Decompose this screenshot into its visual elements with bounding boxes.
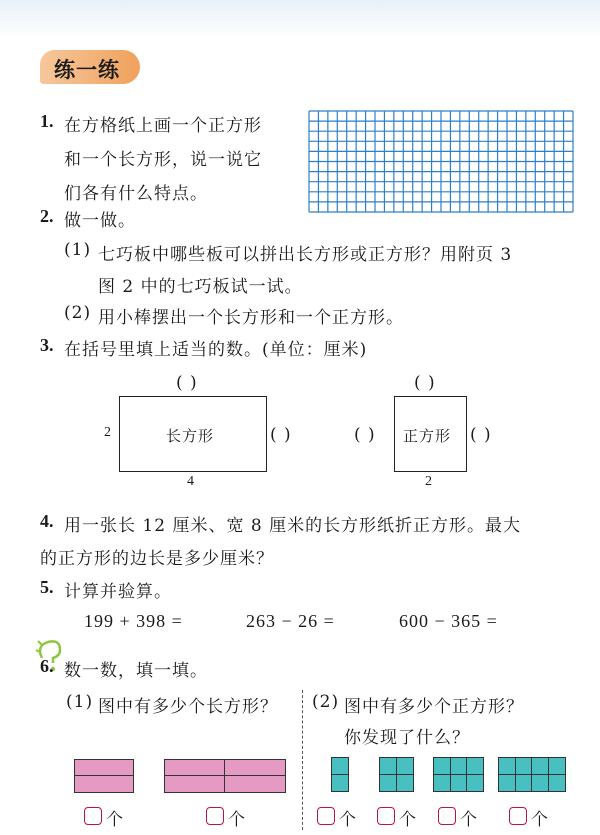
unit-label-3: 个	[339, 810, 356, 830]
q3-number: 3.	[40, 335, 54, 355]
q5-number: 5.	[40, 577, 54, 597]
rectangle-label: 长方形	[166, 427, 215, 445]
pink-rect-a-bottom	[74, 775, 134, 793]
q3-title: 在括号里填上适当的数。(单位：厘米)	[64, 340, 368, 360]
q2-sub2-label: (2)	[64, 303, 92, 323]
teal-square-cell	[450, 757, 468, 775]
q6-part1-label: (1)	[66, 692, 94, 712]
pink-rect-b-4	[224, 775, 286, 793]
q4-line1: 用一张长 12 厘米、宽 8 厘米的长方形纸折正方形。最大	[64, 516, 522, 536]
teal-square-cell	[450, 774, 468, 792]
square-label: 正方形	[403, 427, 452, 445]
q1-number: 1.	[40, 111, 54, 131]
q6-part1-text: 图中有多少个长方形？	[98, 697, 278, 717]
teal-square-cell	[331, 757, 349, 775]
teal-square-cell	[466, 774, 484, 792]
teal-square-cell	[396, 774, 414, 792]
square-right-blank[interactable]: ( )	[470, 425, 492, 445]
unit-label-5: 个	[460, 810, 477, 830]
rect-right-blank[interactable]: ( )	[270, 425, 292, 445]
teal-square-cell	[396, 757, 414, 775]
teal-square-cell	[548, 757, 566, 775]
divider	[302, 690, 303, 830]
grid-paper	[308, 110, 574, 213]
unit-label-4: 个	[399, 810, 416, 830]
answer-box-1[interactable]	[84, 807, 102, 825]
q6-part2-text: 图中有多少个正方形？	[344, 697, 524, 717]
q5-expr-3: 600 − 365 =	[399, 611, 498, 631]
teal-square-cell	[531, 757, 549, 775]
unit-label-1: 个	[106, 810, 123, 830]
q1-line1: 在方格纸上画一个正方形	[64, 116, 262, 136]
section-title: 练一练	[54, 58, 120, 82]
unit-label-6: 个	[531, 810, 548, 830]
rect-bottom-length: 4	[187, 474, 194, 489]
teal-square-cell	[466, 757, 484, 775]
answer-box-5[interactable]	[438, 807, 456, 825]
q5-title: 计算并验算。	[64, 582, 172, 602]
q2-sub1-line1: 七巧板中哪些板可以拼出长方形或正方形？用附页 3	[98, 245, 513, 265]
answer-box-6[interactable]	[509, 807, 527, 825]
q5-expr-2: 263 − 26 =	[246, 611, 335, 631]
q2-sub1-label: (1)	[64, 240, 92, 260]
q1-line3: 们各有什么特点。	[64, 184, 208, 204]
q2-number: 2.	[40, 206, 54, 226]
teal-square-cell	[515, 774, 533, 792]
q2-sub1-line2: 图 2 中的七巧板试一试。	[98, 277, 303, 297]
q6-part2-sub: 你发现了什么？	[344, 728, 470, 748]
q2-title: 做一做。	[64, 211, 136, 231]
teal-square-cell	[379, 774, 397, 792]
teal-square-cell	[515, 757, 533, 775]
q2-sub2-text: 用小棒摆出一个长方形和一个正方形。	[98, 308, 404, 328]
answer-box-2[interactable]	[206, 807, 224, 825]
unit-label-2: 个	[228, 810, 245, 830]
answer-box-4[interactable]	[377, 807, 395, 825]
square-top-blank[interactable]: ( )	[414, 373, 436, 393]
q5-expr-1: 199 + 398 =	[84, 611, 183, 631]
q6-part2-label: (2)	[312, 692, 340, 712]
square-left-blank[interactable]: ( )	[354, 425, 376, 445]
rect-top-blank[interactable]: ( )	[176, 373, 198, 393]
teal-square-cell	[379, 757, 397, 775]
teal-square-cell	[531, 774, 549, 792]
rect-side-length: 2	[104, 425, 111, 440]
q4-line2: 的正方形的边长是多少厘米？	[40, 549, 274, 569]
q6-number: 6.	[40, 656, 54, 676]
q6-title: 数一数，填一填。	[64, 661, 208, 681]
square-bottom-length: 2	[425, 474, 432, 489]
teal-square-cell	[433, 774, 451, 792]
teal-square-cell	[548, 774, 566, 792]
q4-number: 4.	[40, 511, 54, 531]
top-band	[0, 0, 600, 40]
teal-square-cell	[433, 757, 451, 775]
teal-square-cell	[498, 774, 516, 792]
pink-rect-b-3	[164, 775, 226, 793]
teal-square-cell	[331, 774, 349, 792]
teal-square-cell	[498, 757, 516, 775]
q1-line2: 和一个长方形，说一说它	[64, 150, 262, 170]
answer-box-3[interactable]	[317, 807, 335, 825]
